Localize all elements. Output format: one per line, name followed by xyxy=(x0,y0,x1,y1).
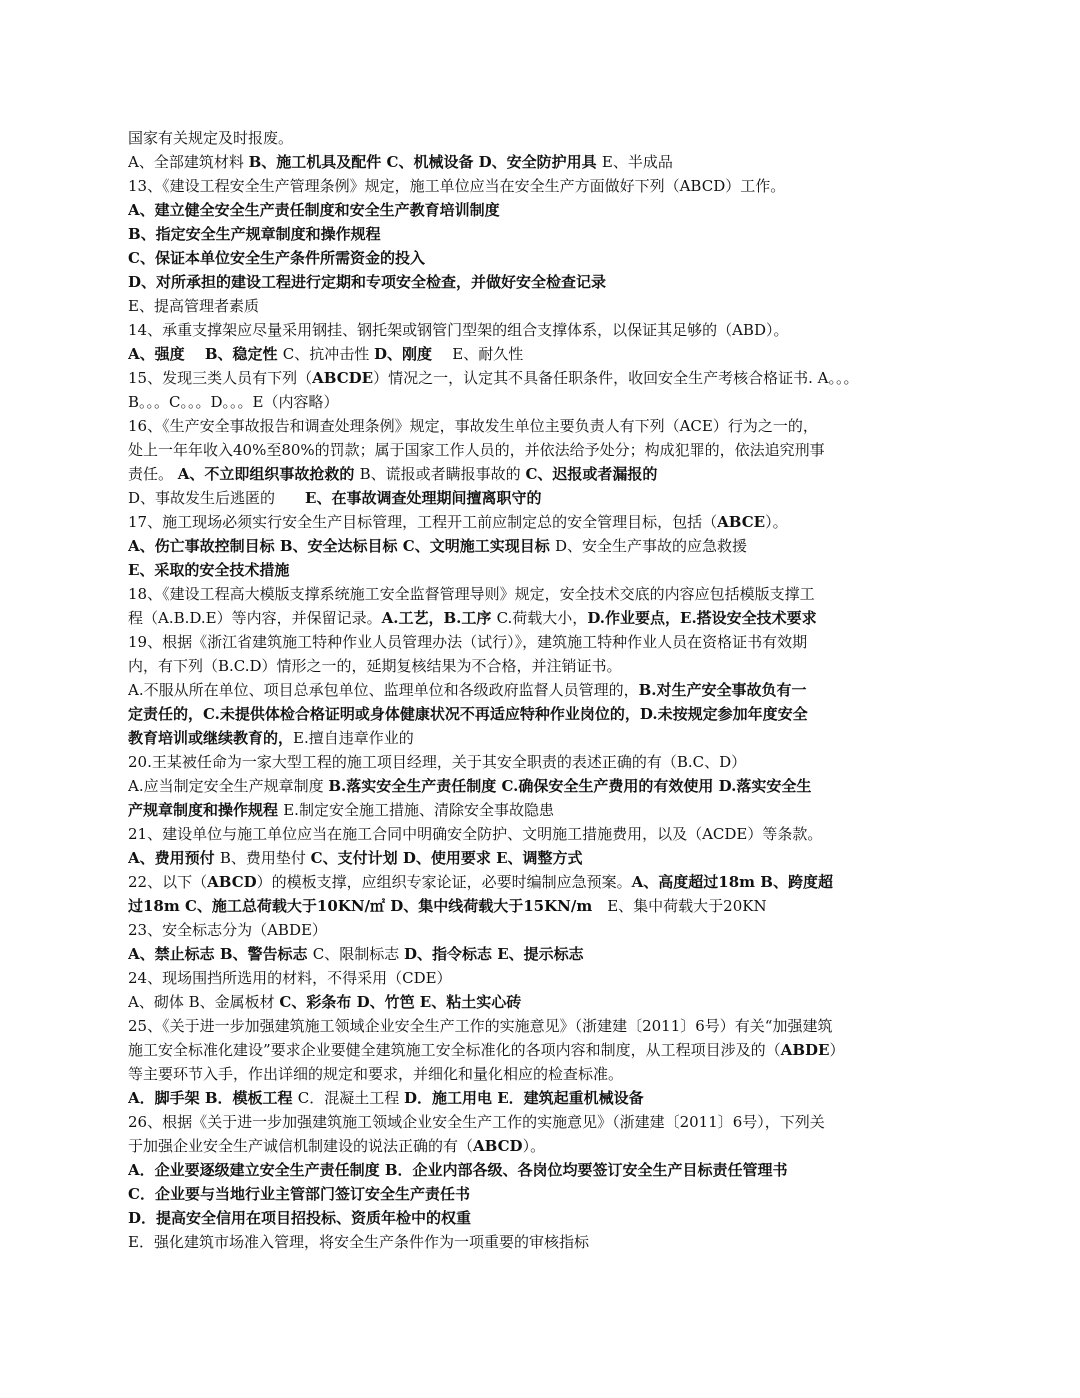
text-line xyxy=(128,1014,972,1038)
text-line xyxy=(128,1062,972,1086)
text-line xyxy=(128,486,972,510)
text-segment: A．脚手架 B．模板工程 xyxy=(128,1089,298,1107)
document-page xyxy=(128,126,972,1254)
text-segment: B、施工机具及配件 C、机械设备 D、安全防护用具 xyxy=(248,153,602,171)
text-line xyxy=(128,1110,972,1134)
text-segment: C.荷载大小， xyxy=(496,609,588,627)
text-segment: ）的模板支撑，应组织专家论证，必要时编制应急预案。 xyxy=(256,873,632,891)
text-line xyxy=(128,558,972,582)
text-segment: E、提高管理者素质 xyxy=(128,297,259,315)
text-segment: C、限制标志 xyxy=(312,945,405,963)
text-segment: ABDE xyxy=(780,1041,830,1059)
text-line xyxy=(128,966,972,990)
text-segment: A.应当制定安全生产规章制度 xyxy=(128,777,329,795)
text-segment: C．企业要与当地行业主管部门签订安全生产责任书 xyxy=(128,1185,470,1203)
text-segment: 13、《建设工程安全生产管理条例》规定，施工单位应当在安全生产方面做好下列（ABCD）工作。 xyxy=(128,177,786,195)
text-line xyxy=(128,606,972,630)
text-segment: 14、承重支撑架应尽量采用钢挂、钢托架或钢管门型架的组合支撑体系，以保证其足够的（ABD）。 xyxy=(128,321,789,339)
text-line xyxy=(128,318,972,342)
text-segment: 24、现场围挡所选用的材料，不得采用（CDE） xyxy=(128,969,452,987)
text-line xyxy=(128,438,972,462)
text-line xyxy=(128,774,972,798)
text-segment: D．施工用电 E．建筑起重机械设备 xyxy=(404,1089,644,1107)
text-segment: ）情况之一，认定其不具备任职条件，收回安全生产考核合格证书. A。。。 xyxy=(373,369,859,387)
text-segment: B.落实安全生产责任制度 C.确保安全生产费用的有效使用 D.落实安全生 xyxy=(328,777,812,795)
text-line xyxy=(128,678,972,702)
text-segment: A、建立健全安全生产责任制度和安全生产教育培训制度 xyxy=(128,201,500,219)
text-line xyxy=(128,870,972,894)
text-segment: 处上一年年收入40%至80%的罚款；属于国家工作人员的，并依法给予处分；构成犯罪的，依法追究刑事 xyxy=(128,441,825,459)
text-segment: D.作业要点，E.搭设安全技术要求 xyxy=(587,609,817,627)
text-segment: 教育培训或继续教育的， xyxy=(128,729,294,747)
text-segment: D、对所承担的建设工程进行定期和专项安全检查，并做好安全检查记录 xyxy=(128,273,607,291)
text-segment: 22、以下（ xyxy=(128,873,208,891)
text-segment: 19、根据《浙江省建筑施工特种作业人员管理办法（试行）》，建筑施工特种作业人员在资格证书有效期 xyxy=(128,633,808,651)
text-segment: ABCD xyxy=(207,873,257,891)
text-segment: A、高度超过18m B、跨度超 xyxy=(631,873,833,891)
text-line xyxy=(128,582,972,606)
text-segment: D、刚度 xyxy=(374,345,438,363)
text-segment: A、强度 B、稳定性 xyxy=(128,345,283,363)
text-line xyxy=(128,846,972,870)
text-line xyxy=(128,654,972,678)
text-segment: 过18m C、施工总荷载大于10KN/㎡ xyxy=(128,897,391,915)
text-segment: A、砌体 B、金属板材 xyxy=(128,993,280,1011)
text-segment: B、谎报或者瞒报事故的 xyxy=(359,465,526,483)
text-segment: 等主要环节入手，作出详细的规定和要求，并细化和量化相应的检查标准。 xyxy=(128,1065,624,1083)
text-segment: B、指定安全生产规章制度和操作规程 xyxy=(128,225,381,243)
text-line xyxy=(128,1230,972,1254)
text-segment: D、指令标志 E、提示标志 xyxy=(404,945,584,963)
text-segment: 定责任的，C.未提供体检合格证明或身体健康状况不再适应特种作业岗位的，D.未按规定参加年度安全 xyxy=(128,705,808,723)
text-line xyxy=(128,918,972,942)
text-segment: A、伤亡事故控制目标 B、安全达标目标 C、文明施工实现目标 xyxy=(128,537,555,555)
text-segment: 26、根据《关于进一步加强建筑施工领域企业安全生产工作的实施意见》（浙建建〔2011〕6号），下列关 xyxy=(128,1113,825,1131)
text-segment: 17、施工现场必须实行安全生产目标管理，工程开工前应制定总的安全管理目标，包括（ xyxy=(128,513,718,531)
text-line xyxy=(128,366,972,390)
text-segment: A、全部建筑材料 xyxy=(128,153,249,171)
text-segment: C．混凝土工程 xyxy=(297,1089,405,1107)
text-segment: A、费用预付 xyxy=(128,849,220,867)
text-line xyxy=(128,150,972,174)
text-segment: ）。 xyxy=(522,1137,546,1155)
text-line xyxy=(128,414,972,438)
text-segment: C、迟报或者漏报的 xyxy=(525,465,658,483)
text-line xyxy=(128,1158,972,1182)
text-line xyxy=(128,1206,972,1230)
text-segment: B、费用垫付 xyxy=(219,849,311,867)
text-segment: 25、《关于进一步加强建筑施工领域企业安全生产工作的实施意见》（浙建建〔2011〕6号）有关“加强建筑 xyxy=(128,1017,833,1035)
text-segment: 责任。 xyxy=(128,465,178,483)
text-segment: ABCDE xyxy=(312,369,374,387)
text-line xyxy=(128,174,972,198)
text-line xyxy=(128,750,972,774)
text-line xyxy=(128,1038,972,1062)
text-segment: 15、发现三类人员有下列（ xyxy=(128,369,313,387)
text-segment: 于加强企业安全生产诚信机制建设的说法正确的有（ xyxy=(128,1137,474,1155)
text-line xyxy=(128,726,972,750)
text-segment: C、保证本单位安全生产条件所需资金的投入 xyxy=(128,249,425,267)
text-segment: 国家有关规定及时报废。 xyxy=(128,129,294,147)
text-segment: 18、《建设工程高大模版支撑系统施工安全监督管理导则》规定，安全技术交底的内容应包括模版支撑工 xyxy=(128,585,815,603)
text-line xyxy=(128,270,972,294)
text-segment: D、集中线荷载大于15KN/m xyxy=(390,897,593,915)
text-segment: 20.王某被任命为一家大型工程的施工项目经理，关于其安全职责的表述正确的有（B.C、D） xyxy=(128,753,747,771)
text-line xyxy=(128,894,972,918)
text-segment: A、禁止标志 B、警告标志 xyxy=(128,945,313,963)
text-segment: 21、建设单位与施工单位应当在施工合同中明确安全防护、文明施工措施费用，以及（ACDE）等条款。 xyxy=(128,825,823,843)
text-segment: A.工艺，B.工序 xyxy=(381,609,497,627)
text-segment: B.对生产安全事故负有一 xyxy=(638,681,807,699)
text-segment: 23、安全标志分为（ABDE） xyxy=(128,921,327,939)
text-line xyxy=(128,510,972,534)
text-segment: ABCD xyxy=(473,1137,523,1155)
text-line xyxy=(128,534,972,558)
text-segment: E.擅自违章作业的 xyxy=(293,729,414,747)
text-segment: A.不服从所在单位、项目总承包单位、监理单位和各级政府监督人员管理的， xyxy=(128,681,639,699)
text-segment: 产规章制度和操作规程 xyxy=(128,801,284,819)
text-segment: A．企业要逐级建立安全生产责任制度 B．企业内部各级、各岗位均要签订安全生产目标责任管理书 xyxy=(128,1161,788,1179)
text-segment: D、安全生产事故的应急救援 xyxy=(554,537,747,555)
text-segment: C、抗冲击性 xyxy=(282,345,375,363)
text-line xyxy=(128,390,972,414)
text-segment: E、耐久性 xyxy=(437,345,524,363)
text-line xyxy=(128,1182,972,1206)
text-segment: E．强化建筑市场准入管理，将安全生产条件作为一项重要的审核指标 xyxy=(128,1233,589,1251)
text-line xyxy=(128,1134,972,1158)
text-segment: A、不立即组织事故抢救的 xyxy=(177,465,360,483)
text-segment: E、集中荷载大于20KN xyxy=(592,897,767,915)
text-segment: D、事故发生后逃匿的 xyxy=(128,489,306,507)
text-segment: E、在事故调查处理期间擅离职守的 xyxy=(305,489,542,507)
text-line xyxy=(128,990,972,1014)
text-line xyxy=(128,126,972,150)
text-line xyxy=(128,822,972,846)
text-line xyxy=(128,702,972,726)
text-segment: E.制定安全施工措施、清除安全事故隐患 xyxy=(283,801,554,819)
text-line xyxy=(128,630,972,654)
text-segment: 程（A.B.D.E）等内容，并保留记录。 xyxy=(128,609,382,627)
text-segment: D．提高安全信用在项目招投标、资质年检中的权重 xyxy=(128,1209,472,1227)
text-line xyxy=(128,246,972,270)
text-segment: 16、《生产安全事故报告和调查处理条例》规定，事故发生单位主要负责人有下列（ACE）行为之一的， xyxy=(128,417,818,435)
text-segment: C、彩条布 D、竹笆 E、粘土实心砖 xyxy=(279,993,522,1011)
text-segment: B。。。C。。。D。。。E（内容略） xyxy=(128,393,339,411)
text-segment: 内，有下列（B.C.D）情形之一的，延期复核结果为不合格，并注销证书。 xyxy=(128,657,622,675)
text-line xyxy=(128,462,972,486)
text-line xyxy=(128,294,972,318)
text-segment: E、半成品 xyxy=(601,153,673,171)
text-line xyxy=(128,942,972,966)
text-segment: C、支付计划 D、使用要求 E、调整方式 xyxy=(310,849,583,867)
text-line xyxy=(128,198,972,222)
text-segment: 施工安全标准化建设”要求企业要健全建筑施工安全标准化的各项内容和制度，从工程项目涉及的（ xyxy=(128,1041,781,1059)
text-segment: ABCE xyxy=(717,513,766,531)
text-line xyxy=(128,342,972,366)
text-line xyxy=(128,222,972,246)
text-line xyxy=(128,1086,972,1110)
text-segment: ）。 xyxy=(765,513,788,531)
text-line xyxy=(128,798,972,822)
text-segment: ） xyxy=(829,1041,845,1059)
text-segment: E、采取的安全技术措施 xyxy=(128,561,290,579)
